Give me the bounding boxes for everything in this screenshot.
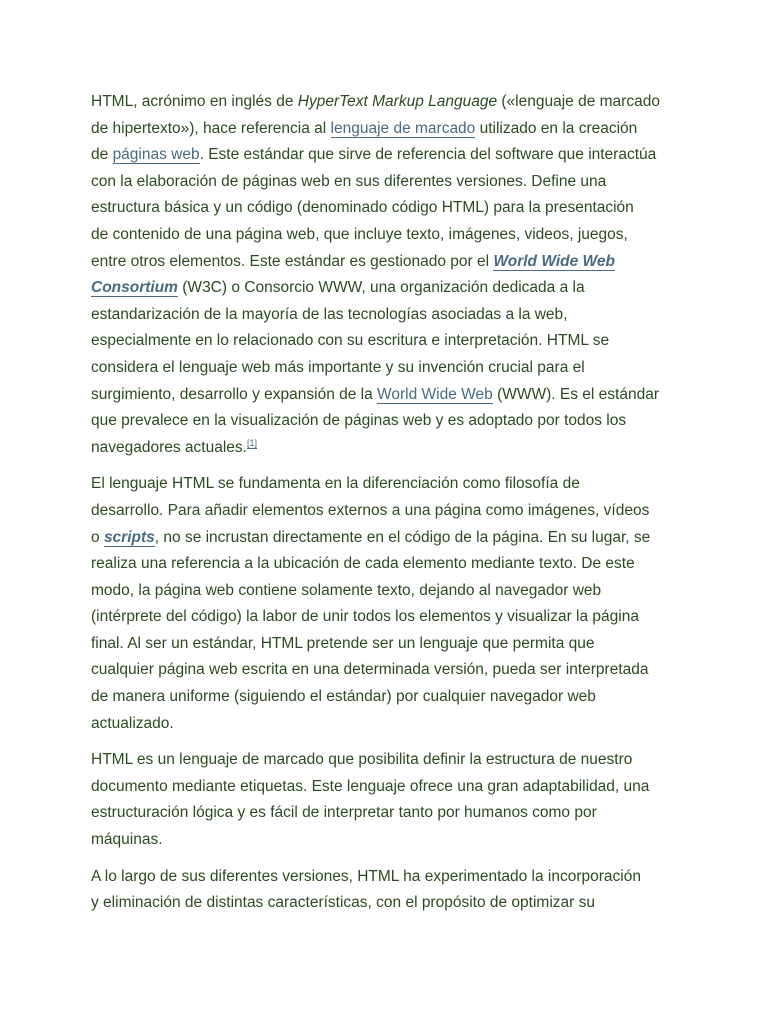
text: de contenido de una página web, que incluye texto, imágenes, videos, juegos, — [91, 225, 628, 243]
text: («lenguaje de marcado — [497, 93, 660, 110]
text: que prevalece en la visualización de páginas web y es adoptado por todos los — [91, 412, 627, 430]
text: de hipertexto»), hace referencia al — [91, 119, 331, 137]
link-world-wide-web[interactable]: World Wide Web — [377, 385, 493, 403]
text: estructuración lógica y es fácil de interpretar tanto por humanos como por — [91, 804, 597, 822]
text: (intérprete del código) la labor de unir todos los elementos y visualizar la página — [91, 608, 639, 626]
text: considera el lenguaje web más importante y su invención crucial para el — [91, 358, 585, 376]
text: A lo largo de sus diferentes versiones, HTML ha experimentado la incorporación — [91, 867, 641, 885]
paragraph-2 — [91, 471, 691, 737]
text: entre otros elementos. Este estándar es gestionado por el — [91, 252, 494, 270]
emphasis-text: HyperText Markup Language — [297, 93, 498, 110]
text: utilizado en la creación — [475, 119, 638, 137]
link-paginas-web[interactable]: páginas web — [112, 146, 200, 164]
text: El lenguaje HTML se fundamenta en la diferenciación como filosofía de — [91, 475, 580, 493]
text: cualquier página web escrita en una determinada versión, pueda ser interpretada — [91, 661, 649, 679]
link-world-wide-web-consortium[interactable]: World Wide Web — [493, 252, 615, 270]
text: navegadores actuales. — [91, 438, 247, 456]
text: y eliminación de distintas características, con el propósito de optimizar su — [91, 894, 595, 912]
text: máquinas. — [91, 831, 163, 849]
text: desarrollo. Para añadir elementos externos a una página como imágenes, vídeos — [91, 501, 650, 519]
text: de manera uniforme (siguiendo el estándar) por cualquier navegador web — [91, 688, 596, 706]
document-body — [91, 89, 691, 927]
reference-link-1[interactable]: [1] — [246, 437, 257, 448]
text: realiza una referencia a la ubicación de cada elemento mediante texto. De este — [91, 555, 635, 573]
paragraph-4 — [91, 864, 691, 917]
link-lenguaje-de-marcado[interactable]: lenguaje de marcado — [330, 119, 476, 137]
text: modo, la página web contiene solamente texto, dejando al navegador web — [91, 581, 602, 599]
text: o — [91, 528, 104, 546]
text: HTML, acrónimo en inglés de — [91, 93, 298, 110]
text: . Este estándar que sirve de referencia del software que interactúa — [199, 146, 657, 164]
text: (W3C) o Consorcio WWW, una organización dedicada a la — [177, 279, 585, 297]
text: documento mediante etiquetas. Este lenguaje ofrece una gran adaptabilidad, una — [91, 777, 650, 795]
link-world-wide-web-consortium-cont[interactable]: Consortium — [91, 279, 178, 297]
text: estructura básica y un código (denominado código HTML) para la presentación — [91, 199, 634, 217]
paragraph-1 — [91, 89, 691, 461]
text: surgimiento, desarrollo y expansión de la — [91, 385, 378, 403]
text: estandarización de la mayoría de las tecnologías asociadas a la web, — [91, 305, 568, 323]
text: , no se incrustan directamente en el código de la página. En su lugar, se — [154, 528, 651, 546]
text: HTML es un lenguaje de marcado que posibilita definir la estructura de nuestro — [91, 751, 633, 769]
text: especialmente en lo relacionado con su escritura e interpretación. HTML se — [91, 332, 610, 350]
text: con la elaboración de páginas web en sus diferentes versiones. Define una — [91, 172, 607, 190]
text: (WWW). Es el estándar — [492, 385, 659, 403]
link-scripts[interactable]: scripts — [103, 528, 155, 546]
text: actualizado. — [91, 714, 174, 732]
paragraph-3 — [91, 747, 691, 853]
text: final. Al ser un estándar, HTML pretende ser un lenguaje que permita que — [91, 634, 595, 652]
text: de — [91, 146, 113, 164]
